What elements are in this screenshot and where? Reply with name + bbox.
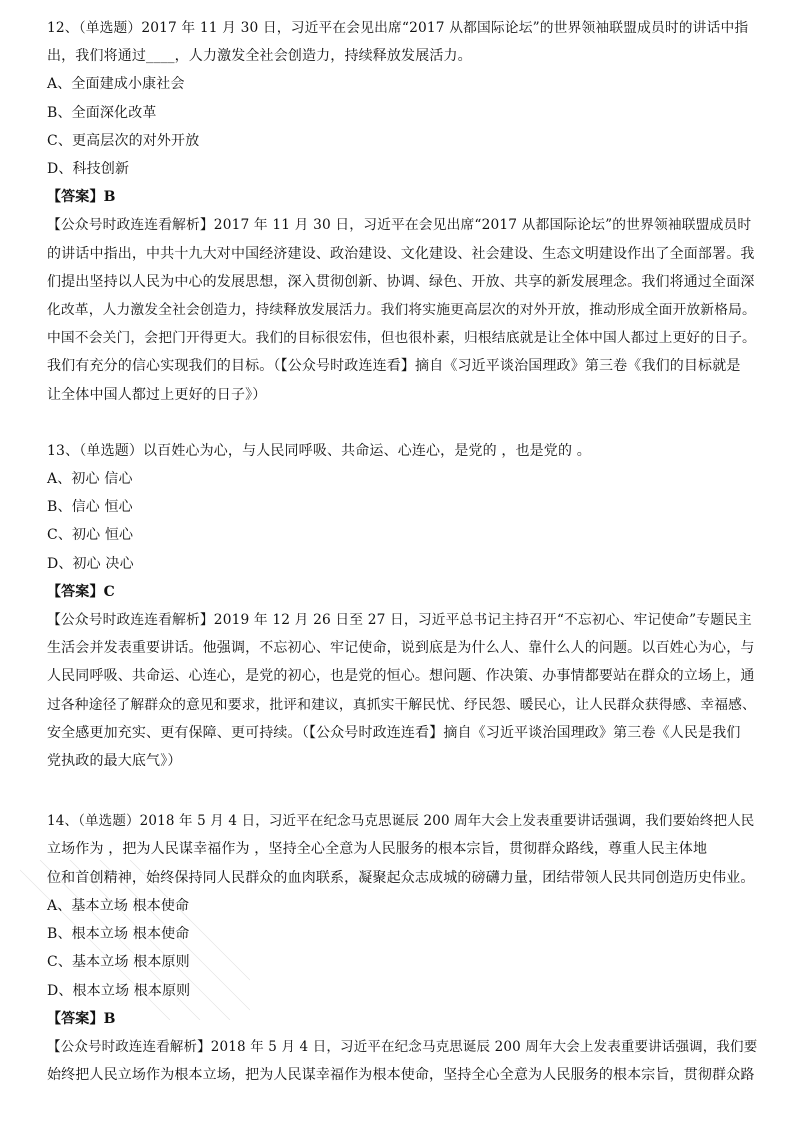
option-a: A、全面建成小康社会 [47,76,185,93]
analysis-line: 党执政的最大底气》） [47,753,182,770]
option-a: A、基本立场 根本使命 [47,897,190,914]
analysis-line: 【公众号时政连连看解析】2018 年 5 月 4 日，习近平在纪念马克思诞辰 200 周年大会上发表重要讲话强调，我们要 [47,1038,758,1055]
question-12 [47,14,759,409]
option-c: C、初心 恒心 [47,527,134,544]
analysis-line: 生活会并发表重要讲话。他强调，不忘初心、牢记使命，说到底是为什么人、靠什么人的问题。以百姓心为心，与 [47,640,755,657]
analysis-line: 人民同呼吸、共命运、心连心，是党的初心，也是党的恒心。想问题、作决策、办事情都要站在群众的立场上，通 [47,668,755,685]
analysis-line: 中国不会关门，会把门开得更大。我们的目标很宏伟，但也很朴素，归根结底就是让全体中国人都过上更好的日子。 [47,330,756,347]
answer: 【答案】C [47,583,115,600]
question-13 [47,437,759,775]
analysis-line: 的讲话中指出，中共十九大对中国经济建设、政治建设、文化建设、社会建设、生态文明建设作出了全面部署。我 [47,245,755,262]
question-stem: 13、（单选题）以百姓心为心，与人民同呼吸、共命运、心连心，是党的 ，也是党的 。 [47,442,591,459]
answer: 【答案】B [47,1010,116,1027]
option-b: B、信心 恒心 [47,499,133,516]
option-c: C、基本立场 根本原则 [47,954,190,971]
option-d: D、根本立场 根本原则 [47,982,191,999]
option-a: A、初心 信心 [47,471,133,488]
analysis-line: 安全感更加充实、更有保障、更可持续。（【公众号时政连连看】摘自《习近平谈治国理政》第三卷《人民是我们 [47,724,741,741]
question-stem: 12、（单选题）2017 年 11 月 30 日，习近平在会见出席“2017 从都国际论坛”的世界领袖联盟成员时的讲话中指 [47,20,749,36]
question-stem: 14、（单选题）2018 年 5 月 4 日，习近平在纪念马克思诞辰 200 周年大会上发表重要讲话强调，我们要始终把人民 [47,813,755,830]
answer: 【答案】B [47,189,116,206]
analysis-line: 化改革，人力激发全社会创造力，持续释放发展活力。我们将实施更高层次的对外开放，推动形成全面开放新格局。 [47,302,756,319]
spacer [47,409,759,437]
analysis-line: 【公众号时政连连看解析】2017 年 11 月 30 日，习近平在会见出席“2017 从都国际论坛”的世界领袖联盟成员时 [47,217,752,234]
option-c: C、更高层次的对外开放 [47,132,200,149]
spacer [47,775,759,807]
analysis-line: 们提出坚持以人民为中心的发展思想，深入贯彻创新、协调、绿色、开放、共享的新发展理念。我们将通过全面深 [47,273,755,290]
option-d: D、科技创新 [47,161,130,178]
analysis-line: 让全体中国人都过上更好的日子》） [47,386,267,403]
question-stem: 出，我们将通过____，人力激发全社会创造力，持续释放发展活力。 [47,48,472,65]
analysis-line: 【公众号时政连连看解析】2019 年 12 月 26 日至 27 日，习近平总书记主持召开“不忘初心、牢记使命”专题民主 [47,612,752,629]
question-stem: 立场作为 ，把为人民谋幸福作为 ，坚持全心全意为人民服务的根本宗旨，贯彻群众路线，尊重人民主体地 [47,841,708,858]
option-b: B、全面深化改革 [47,104,157,121]
question-14 [47,807,759,1089]
analysis-line: 过各种途径了解群众的意见和要求，批评和建议，真抓实干解民忧、纾民怨、暖民心，让人民群众获得感、幸福感、 [47,696,756,713]
option-d: D、初心 决心 [47,555,134,572]
question-stem: 位和首创精神，始终保持同人民群众的血肉联系，凝聚起众志成城的磅礴力量，团结带领人民共同创造历史伟业。 [47,869,755,886]
analysis-line: 我们有充分的信心实现我们的目标。（【公众号时政连连看】摘自《习近平谈治国理政》第三卷《我们的目标就是 [47,358,741,375]
option-b: B、根本立场 根本使命 [47,926,190,943]
analysis-line: 始终把人民立场作为根本立场，把为人民谋幸福作为根本使命，坚持全心全意为人民服务的根本宗旨，贯彻群众路 [47,1067,755,1084]
document-page [47,14,759,1089]
